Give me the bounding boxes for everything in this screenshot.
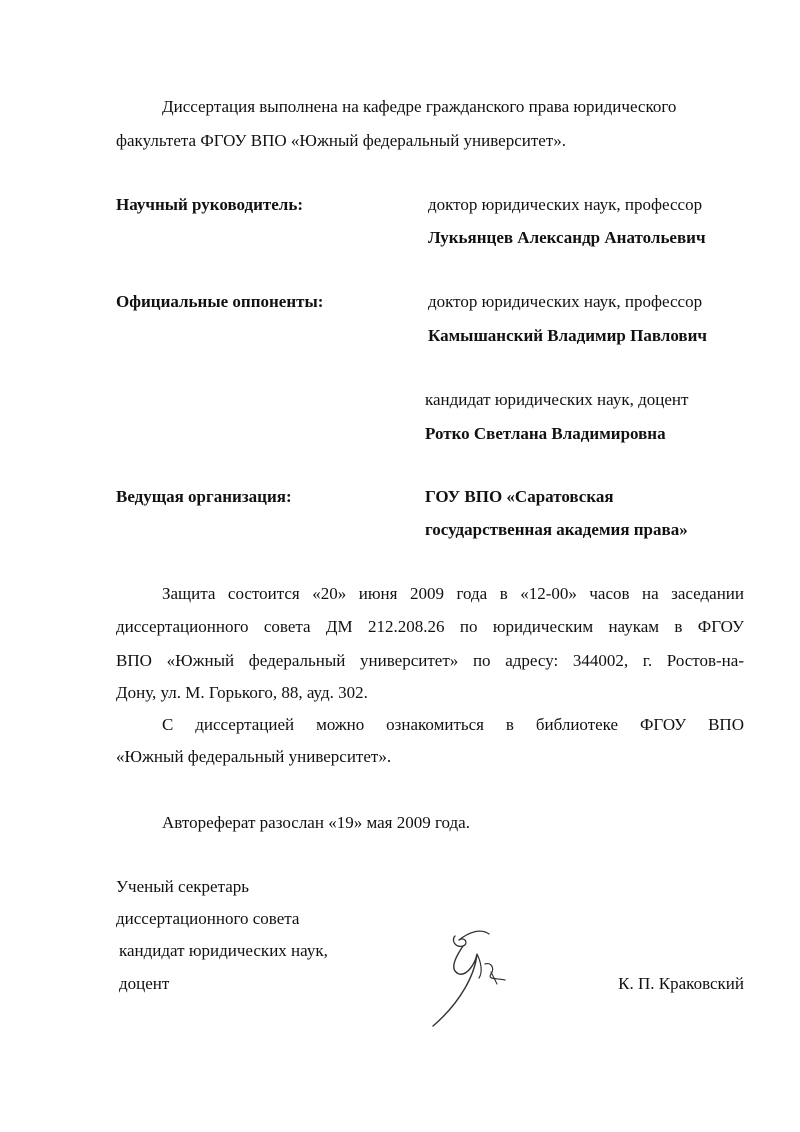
leading-org-line-1: ГОУ ВПО «Саратовская <box>425 487 614 506</box>
opponent-1-name: Камышанский Владимир Павлович <box>428 326 707 345</box>
defense-line-2: диссертационного совета ДМ 212.208.26 по юридическим наукам в ФГОУ <box>116 617 744 636</box>
defense-line-4: Дону, ул. М. Горького, 88, ауд. 302. <box>116 683 368 702</box>
intro-line-2: факультета ФГОУ ВПО «Южный федеральный университет». <box>116 131 567 150</box>
opponents-label: Официальные оппоненты: <box>116 292 324 311</box>
supervisor-name: Лукьянцев Александр Анатольевич <box>428 228 706 247</box>
opponent-2-name: Ротко Светлана Владимировна <box>425 424 666 443</box>
secretary-line-3: кандидат юридических наук, <box>119 941 328 960</box>
defense-line-3: ВПО «Южный федеральный университет» по адресу: 344002, г. Ростов-на- <box>116 651 744 670</box>
opponent-1-degree: доктор юридических наук, профессор <box>428 292 703 311</box>
secretary-name: К. П. Краковский <box>618 974 744 993</box>
opponent-2-degree: кандидат юридических наук, доцент <box>425 390 689 409</box>
leading-org-label: Ведущая организация: <box>116 487 292 506</box>
secretary-line-1: Ученый секретарь <box>116 877 250 896</box>
intro-line-1: Диссертация выполнена на кафедре гражданского права юридического <box>162 97 677 116</box>
supervisor-label: Научный руководитель: <box>116 195 303 214</box>
library-line-1: С диссертацией можно ознакомиться в библиотеке ФГОУ ВПО <box>162 715 744 734</box>
mailing-date: Автореферат разослан «19» мая 2009 года. <box>162 813 470 832</box>
leading-org-line-2: государственная академия права» <box>425 520 688 539</box>
signature-image <box>425 918 525 1030</box>
defense-line-1: Защита состоится «20» июня 2009 года в «12-00» часов на заседании <box>162 584 744 603</box>
supervisor-degree: доктор юридических наук, профессор <box>428 195 703 214</box>
secretary-line-4: доцент <box>119 974 170 993</box>
secretary-line-2: диссертационного совета <box>116 909 300 928</box>
library-line-2: «Южный федеральный университет». <box>116 747 392 766</box>
